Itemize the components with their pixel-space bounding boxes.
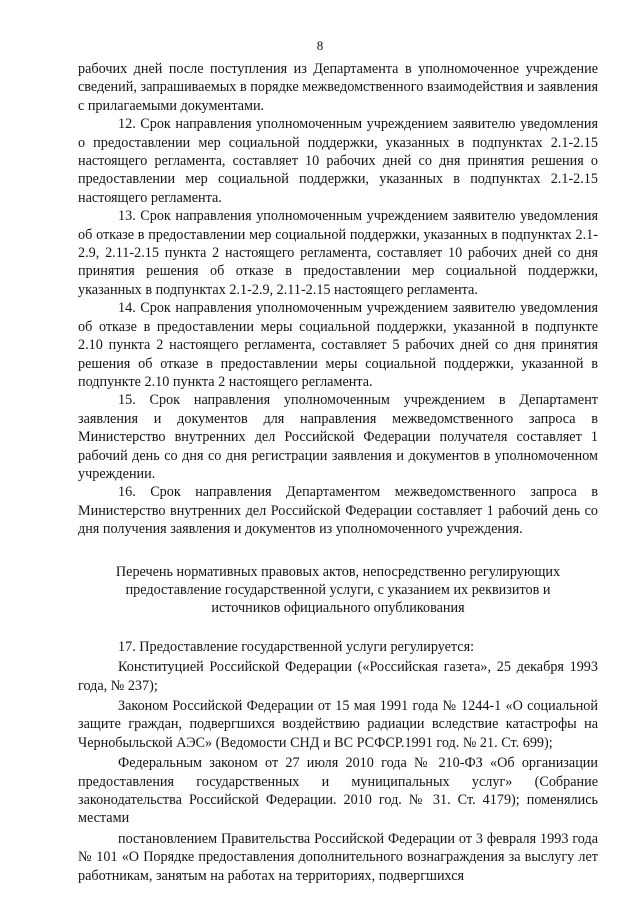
paragraph-law-1244-1: Законом Российской Федерации от 15 мая 1991 года № 1244-1 «О социальной защите граждан, подвергшихся воздействию радиации вследствие катастрофы на Чернобыльской АЭС» (Ведомости СНД и ВС РСФСР.1991 год. № 21. Ст. 699); bbox=[78, 698, 598, 751]
paragraph-law-210-fz: Федеральным законом от 27 июля 2010 года № 210-ФЗ «Об организации предоставления государственных и муниципальных услуг» (Собрание законодательства Российской Федерации. 2010 год. № 31. Ст. 4179); поменялись местами bbox=[78, 755, 598, 827]
paragraphs-bottom bbox=[78, 638, 598, 885]
paragraph-17: 17. Предоставление государственной услуги регулируется: bbox=[118, 638, 475, 655]
section-heading-line: источников официального опубликования bbox=[211, 600, 465, 617]
section-heading bbox=[78, 563, 598, 618]
paragraph-resolution-101: постановлением Правительства Российской Федерации от 3 февраля 1993 года № 101 «О Порядке предоставления дополнительного вознаграждения за выслугу лет работникам, занятым на работах на территориях, подвергшихся bbox=[78, 830, 598, 884]
paragraph-14: 14. Срок направления уполномоченным учреждением заявителю уведомления об отказе в предоставлении меры социальной поддержки, указанной в подпункте 2.10 пункта 2 настоящего регламента, составляет 5 рабочих дней со дня принятия решения об отказе в предоставлении меры социальной поддержки, указанной в подпункте 2.10 пункта 2 настоящего регламента. bbox=[78, 300, 598, 390]
paragraph-continuation: рабочих дней после поступления из Департамента в уполномоченное учреждение сведений, запрашиваемых в порядке межведомственного взаимодействия и заявления с прилагаемыми документами. bbox=[78, 61, 598, 114]
document-body bbox=[78, 60, 598, 885]
paragraph-16: 16. Срок направления Департаментом межведомственного запроса в Министерство внутренних дел Российской Федерации составляет 1 рабочий день со дня получения заявления и документов из уполномоченного учреждения. bbox=[78, 484, 598, 538]
paragraph-13: 13. Срок направления уполномоченным учреждением заявителю уведомления об отказе в предоставлении мер социальной поддержки, указанных в подпунктах 2.1-2.9, 2.11-2.15 пункта 2 настоящего регламента, составляет 10 рабочих дней со дня принятия решения об отказе в предоставлении мер социальной поддержки, указанных в подпунктах 2.1-2.9, 2.11-2.15 настоящего регламента. bbox=[78, 208, 598, 298]
page-number: 8 bbox=[316, 38, 324, 53]
section-heading-line: Перечень нормативных правовых актов, непосредственно регулирующих bbox=[115, 563, 561, 580]
paragraphs-top bbox=[78, 60, 598, 539]
paragraph-15: 15. Срок направления уполномоченным учреждением в Департамент заявления и документов для направления межведомственного запроса в Министерство внутренних дел Российской Федерации получателя составляет 1 рабочий день со дня со дня регистрации заявления и документов в уполномоченном учреждении. bbox=[78, 392, 598, 482]
paragraph-constitution: Конституцией Российской Федерации («Российская газета», 25 декабря 1993 года, № 237); bbox=[78, 659, 598, 694]
paragraph-12: 12. Срок направления уполномоченным учреждением заявителю уведомления о предоставлении мер социальной поддержки, указанных в подпунктах 2.1-2.15 настоящего регламента, составляет 10 рабочих дней со дня принятия решения о предоставлении мер социальной поддержки, указанных в подпунктах 2.1-2.15 настоящего регламента. bbox=[78, 116, 598, 206]
section-heading-line: предоставление государственной услуги, с указанием их реквизитов и bbox=[125, 581, 551, 598]
